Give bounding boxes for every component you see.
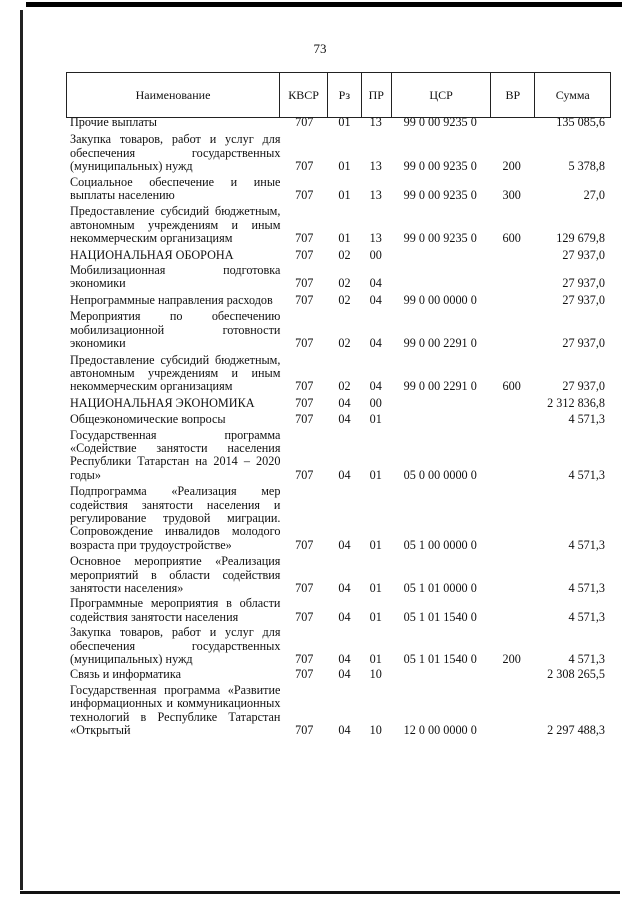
row-pr: 01 [369, 652, 382, 667]
row-rz: 04 [338, 609, 351, 624]
row-sum: 27 937,0 [562, 379, 605, 394]
row-kvsr: 707 [295, 395, 314, 410]
table-row [66, 294, 609, 307]
row-kvsr: 707 [295, 609, 314, 624]
row-csr: 99 0 00 0000 0 [403, 292, 477, 307]
row-kvsr: 707 [295, 115, 314, 129]
header-csr: ЦСР [392, 73, 491, 117]
table-row [66, 555, 609, 595]
row-kvsr: 707 [295, 412, 314, 427]
row-name: НАЦИОНАЛЬНАЯ ЭКОНОМИКА [70, 395, 255, 410]
row-kvsr: 707 [295, 537, 314, 552]
row-rz: 04 [338, 537, 351, 552]
row-pr: 01 [369, 609, 382, 624]
table-row [66, 684, 609, 738]
row-name: Предоставление субсидий бюджетным, автономным учреждениям и иным некоммерческим организациям [70, 352, 281, 394]
row-kvsr: 707 [295, 292, 314, 307]
row-sum: 5 378,8 [568, 159, 605, 174]
row-csr: 05 1 01 0000 0 [403, 581, 477, 595]
row-vr: 200 [502, 159, 521, 174]
table-row [66, 485, 609, 552]
row-vr: 200 [502, 652, 521, 667]
table-row [66, 597, 609, 624]
row-rz: 01 [338, 231, 351, 246]
scan-bottom-border [20, 891, 620, 894]
row-kvsr: 707 [295, 188, 314, 203]
row-pr: 01 [369, 581, 382, 595]
table-row [66, 626, 609, 666]
table-row [66, 205, 609, 245]
scan-left-border [20, 10, 23, 890]
table-row [66, 116, 609, 129]
row-name: Связь и информатика [70, 667, 181, 682]
row-name: Непрограммные направления расходов [70, 292, 273, 307]
header-rz: Рз [328, 73, 361, 117]
row-sum: 27 937,0 [562, 247, 605, 262]
table-row [66, 133, 609, 173]
row-csr: 99 0 00 9235 0 [403, 231, 477, 246]
row-rz: 02 [338, 276, 351, 291]
table-row [66, 354, 609, 394]
row-name: Основное мероприятие «Реализация мероприятий в области содействия занятости населения» [70, 554, 281, 595]
table-row [66, 668, 609, 681]
row-kvsr: 707 [295, 247, 314, 262]
row-name: Мобилизационная подготовка экономики [70, 263, 281, 291]
row-kvsr: 707 [295, 379, 314, 394]
row-vr: 600 [502, 231, 521, 246]
row-pr: 04 [369, 336, 382, 351]
row-pr: 13 [369, 188, 382, 203]
row-pr: 04 [369, 276, 382, 291]
row-rz: 04 [338, 652, 351, 667]
row-kvsr: 707 [295, 231, 314, 246]
row-pr: 04 [369, 379, 382, 394]
row-rz: 01 [338, 115, 351, 129]
row-pr: 01 [369, 467, 382, 482]
row-csr: 99 0 00 9235 0 [403, 159, 477, 174]
row-sum: 4 571,3 [568, 581, 605, 595]
row-rz: 02 [338, 247, 351, 262]
row-rz: 02 [338, 292, 351, 307]
row-rz: 02 [338, 379, 351, 394]
row-name: Программные мероприятия в области содействия занятости населения [70, 596, 281, 624]
row-sum: 2 308 265,5 [547, 667, 605, 682]
row-name: Государственная программа «Содействие занятости населения Республики Татарстан на 2014 – 2020 годы» [70, 427, 281, 482]
table-row [66, 397, 609, 410]
row-kvsr: 707 [295, 723, 314, 738]
row-sum: 4 571,3 [568, 467, 605, 482]
row-vr: 600 [502, 379, 521, 394]
row-rz: 04 [338, 723, 351, 738]
row-kvsr: 707 [295, 667, 314, 682]
row-name: НАЦИОНАЛЬНАЯ ОБОРОНА [70, 247, 234, 262]
row-rz: 04 [338, 412, 351, 427]
row-name: Социальное обеспечение и иные выплаты населению [70, 174, 281, 203]
row-rz: 04 [338, 467, 351, 482]
row-sum: 129 679,8 [556, 231, 605, 246]
header-vr: ВР [491, 73, 535, 117]
table-row [66, 176, 609, 203]
row-pr: 00 [369, 395, 382, 410]
row-kvsr: 707 [295, 652, 314, 667]
row-rz: 04 [338, 667, 351, 682]
row-kvsr: 707 [295, 467, 314, 482]
row-csr: 05 1 01 1540 0 [403, 609, 477, 624]
row-csr: 05 0 00 0000 0 [403, 467, 477, 482]
row-name: Закупка товаров, работ и услуг для обеспечения государственных (муниципальных) нужд [70, 132, 281, 174]
table-row [66, 413, 609, 426]
table-row [66, 249, 609, 262]
row-sum: 27 937,0 [562, 336, 605, 351]
row-sum: 4 571,3 [568, 609, 605, 624]
row-rz: 01 [338, 188, 351, 203]
row-vr: 300 [502, 188, 521, 203]
row-sum: 27 937,0 [562, 276, 605, 291]
row-rz: 02 [338, 336, 351, 351]
scan-top-border [0, 0, 640, 10]
row-sum: 4 571,3 [568, 537, 605, 552]
row-pr: 01 [369, 537, 382, 552]
row-pr: 13 [369, 159, 382, 174]
row-rz: 04 [338, 581, 351, 595]
row-rz: 01 [338, 159, 351, 174]
row-kvsr: 707 [295, 159, 314, 174]
row-kvsr: 707 [295, 276, 314, 291]
page-number: 73 [313, 41, 327, 56]
row-name: Прочие выплаты [70, 115, 157, 129]
row-name: Общеэкономические вопросы [70, 412, 226, 427]
row-pr: 13 [369, 231, 382, 246]
row-pr: 01 [369, 412, 382, 427]
row-sum: 2 297 488,3 [547, 723, 605, 738]
table-row [66, 429, 609, 483]
table-row [66, 310, 609, 350]
row-csr: 99 0 00 2291 0 [403, 379, 477, 394]
row-pr: 10 [369, 667, 382, 682]
row-csr: 99 0 00 2291 0 [403, 336, 477, 351]
row-csr: 05 1 00 0000 0 [403, 537, 477, 552]
row-pr: 04 [369, 292, 382, 307]
row-csr: 99 0 00 9235 0 [403, 115, 477, 129]
row-name: Государственная программа «Развитие информационных и коммуникационных технологий в Республике Татарстан «Открытый [70, 682, 281, 738]
table-body [66, 116, 609, 740]
row-pr: 10 [369, 723, 382, 738]
row-csr: 05 1 01 1540 0 [403, 652, 477, 667]
row-sum: 4 571,3 [568, 652, 605, 667]
row-kvsr: 707 [295, 336, 314, 351]
row-csr: 99 0 00 9235 0 [403, 188, 477, 203]
row-kvsr: 707 [295, 581, 314, 595]
row-rz: 04 [338, 395, 351, 410]
row-pr: 00 [369, 247, 382, 262]
header-kvsr: КВСР [280, 73, 328, 117]
header-sum: Сумма [555, 87, 590, 102]
header-pr: ПР [362, 73, 392, 117]
row-name: Подпрограмма «Реализация мер содействия занятости населения и регулирование трудовой миграции. Сопровождение инвалидов молодого возраста при трудоустройстве» [70, 484, 281, 552]
row-sum: 4 571,3 [568, 412, 605, 427]
row-name: Мероприятия по обеспечению мобилизационной готовности экономики [70, 309, 281, 351]
table-header [66, 72, 611, 118]
row-sum: 135 085,6 [556, 115, 605, 129]
row-csr: 12 0 00 0000 0 [403, 723, 477, 738]
row-name: Предоставление субсидий бюджетным, автономным учреждениям и иным некоммерческим организациям [70, 204, 281, 246]
row-sum: 27,0 [583, 188, 605, 203]
header-name: Наименование [67, 73, 280, 117]
row-pr: 13 [369, 115, 382, 129]
row-sum: 27 937,0 [562, 292, 605, 307]
row-name: Закупка товаров, работ и услуг для обеспечения государственных (муниципальных) нужд [70, 625, 281, 667]
table-row [66, 264, 609, 291]
row-sum: 2 312 836,8 [547, 395, 605, 410]
